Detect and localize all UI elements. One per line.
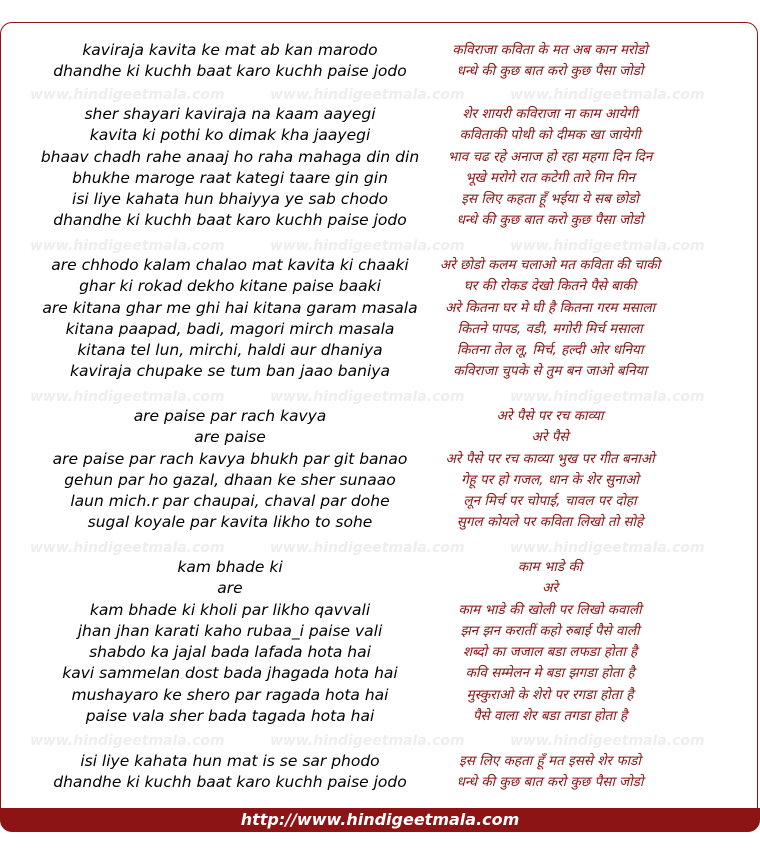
lyric-hindi: धन्धे की कुछ बात करो कुछ पैसा जोडो — [456, 774, 644, 791]
lyric-hindi: कविताकी पोथी को दीमक खा जायेगी — [459, 127, 641, 144]
lyric-hindi: मुस्कुराओ के शेरो पर रगडा होता है — [466, 686, 634, 703]
watermark-row — [0, 540, 760, 556]
lyric-line — [0, 210, 760, 231]
lyric-hindi: कविराजा चुपके से तुम बन जाओ बनिया — [453, 363, 647, 380]
watermark-text: www.hindigeetmala.com — [510, 87, 705, 103]
lyric-english: dhandhe ki kuchh baat karo kuchh paise jodo — [53, 211, 407, 230]
lyric-english: are — [217, 579, 243, 598]
lyric-hindi: अरे कितना घर मे घी है कितना गरम मसाला — [444, 299, 656, 316]
lyric-hindi: अरे पैसे — [531, 429, 569, 446]
lyric-english: kam bhade ki kholi par likho qavvali — [89, 600, 371, 619]
lyric-english: paise vala sher bada tagada hota hai — [85, 707, 375, 726]
watermark-text: www.hindigeetmala.com — [30, 238, 225, 254]
stanza — [0, 751, 760, 794]
lyric-hindi: कितना तेल लू, मिर्च, हल्दी ओर धनिया — [456, 342, 644, 359]
lyric-line — [0, 449, 760, 470]
lyric-hindi: भाव चढ रहे अनाज हो रहा महगा दिन दिन — [447, 148, 653, 165]
lyric-english: laun mich.r par chaupai, chaval par dohe — [70, 492, 390, 511]
lyric-english: kitana paapad, badi, magori mirch masala — [65, 319, 395, 338]
lyric-line — [0, 255, 760, 276]
watermark-text: www.hindigeetmala.com — [270, 389, 465, 405]
watermark-row — [0, 87, 760, 103]
watermark-text: www.hindigeetmala.com — [270, 540, 465, 556]
watermark-row — [0, 733, 760, 749]
lyric-english: kitana tel lun, mirchi, haldi aur dhaniya — [77, 341, 383, 360]
lyric-line — [0, 276, 760, 297]
lyric-hindi: कविराजा कविता के मत अब कान मरोडो — [452, 42, 648, 58]
lyric-line — [0, 642, 760, 663]
footer-bar — [0, 808, 760, 832]
lyric-line — [0, 512, 760, 533]
lyric-hindi: धन्धे की कुछ बात करो कुछ पैसा जोडो — [456, 63, 644, 80]
lyric-english: isi liye kahata hun mat is se sar phodo — [80, 752, 380, 770]
lyric-line — [0, 125, 760, 146]
lyric-hindi: सुगल कोयले पर कविता लिखो तो सोहे — [456, 514, 644, 531]
lyric-line — [0, 557, 760, 578]
lyric-english: gehun par ho gazal, dhaan ke sher sunaao — [64, 470, 396, 489]
lyric-line — [0, 104, 760, 125]
lyric-hindi: अरे पैसे पर रच काव्या भुख पर गीत बनाओ — [445, 450, 655, 467]
lyric-hindi: कितने पापड, वडी, मगोरी मिर्च मसाला — [457, 320, 643, 337]
watermark-text: www.hindigeetmala.com — [270, 87, 465, 103]
lyric-line — [0, 772, 760, 793]
lyric-line — [0, 298, 760, 319]
watermark-text: www.hindigeetmala.com — [30, 733, 225, 749]
lyric-line — [0, 470, 760, 491]
lyric-english: are paise par rach kavya bhukh par git banao — [52, 449, 408, 468]
lyric-hindi: धन्धे की कुछ बात करो कुछ पैसा जोडो — [456, 212, 644, 229]
lyric-hindi: पैसे वाला शेर बडा तगडा होता है — [472, 708, 628, 725]
lyric-hindi: भूखे मरोगे रात कटेगी तारे गिन गिन — [465, 169, 635, 186]
lyric-line — [0, 600, 760, 621]
lyric-line — [0, 406, 760, 427]
lyric-hindi: शेर शायरी कविराजा ना काम आयेगी — [462, 106, 638, 122]
lyric-english: kavi sammelan dost bada jhagada hota hai — [62, 664, 398, 683]
lyric-line — [0, 340, 760, 361]
watermark-row — [0, 389, 760, 405]
lyric-hindi: अरे पैसे पर रच काव्या — [496, 408, 604, 424]
lyric-english: kam bhade ki — [177, 558, 283, 576]
footer-url[interactable]: http://www.hindigeetmala.com — [240, 810, 520, 829]
lyric-english: jhan jhan karati kaho rubaa_i paise vali — [77, 621, 383, 640]
lyric-line — [0, 491, 760, 512]
lyric-hindi: इस लिए कहता हूँ भईया ये सब छोडो — [461, 191, 639, 208]
stanza — [0, 406, 760, 534]
lyric-line — [0, 61, 760, 82]
lyric-line — [0, 621, 760, 642]
lyric-hindi: कवि सम्मेलन मे बडा झगडा होता है — [465, 665, 635, 682]
lyric-english: sher shayari kaviraja na kaam aayegi — [84, 105, 376, 123]
lyric-english: mushayaro ke shero par ragada hota hai — [71, 685, 389, 704]
watermark-text: www.hindigeetmala.com — [510, 238, 705, 254]
watermark-row — [0, 238, 760, 254]
lyric-line — [0, 40, 760, 61]
lyric-english: are chhodo kalam chalao mat kavita ki chaaki — [51, 256, 409, 274]
lyric-hindi: घर की रोकड देखो कितने पैसे बाकी — [463, 278, 637, 295]
lyric-english: bhukhe maroge raat kategi taare gin gin — [72, 168, 388, 187]
lyric-english: kaviraja kavita ke mat ab kan marodo — [82, 41, 378, 59]
lyric-hindi: काम भाडे की खोली पर लिखो कवाली — [458, 601, 642, 618]
lyric-line — [0, 147, 760, 168]
lyric-line — [0, 751, 760, 772]
lyric-line — [0, 706, 760, 727]
lyric-hindi: अरे — [542, 580, 558, 597]
lyric-english: dhandhe ki kuchh baat karo kuchh paise jodo — [53, 773, 407, 792]
lyric-hindi: अरे छोडो कलम चलाओ मत कविता की चाकी — [439, 257, 661, 273]
watermark-text: www.hindigeetmala.com — [270, 733, 465, 749]
lyric-english: are paise — [194, 428, 266, 447]
watermark-text: www.hindigeetmala.com — [510, 540, 705, 556]
lyric-english: sugal koyale par kavita likho to sohe — [87, 513, 373, 532]
lyric-line — [0, 319, 760, 340]
stanza — [0, 557, 760, 727]
lyric-line — [0, 685, 760, 706]
watermark-text: www.hindigeetmala.com — [510, 389, 705, 405]
stanza — [0, 40, 760, 83]
lyric-hindi: काम भाडे की — [517, 559, 583, 575]
lyric-hindi: गेहू पर हो गजल, धान के शेर सुनाओ — [460, 471, 639, 488]
lyric-line — [0, 189, 760, 210]
lyric-english: are kitana ghar me ghi hai kitana garam masala — [42, 298, 418, 317]
lyric-english: ghar ki rokad dekho kitane paise baaki — [79, 277, 381, 296]
lyric-hindi: झन झन करातीं कहो रुबाई पैसे वाली — [460, 622, 640, 639]
lyric-hindi: लून मिर्च पर चोपाई, चावल पर दोहा — [463, 493, 637, 510]
lyric-line — [0, 361, 760, 382]
watermark-text: www.hindigeetmala.com — [270, 238, 465, 254]
lyric-english: isi liye kahata hun bhaiyya ye sab chodo — [72, 190, 388, 209]
lyric-hindi: इस लिए कहता हूँ मत इससे शेर फाडो — [459, 753, 641, 769]
lyric-english: are paise par rach kavya — [133, 407, 327, 425]
watermark-text: www.hindigeetmala.com — [30, 389, 225, 405]
lyric-hindi: शब्दो का जजाल बडा लफडा होता है — [462, 644, 638, 661]
lyric-line — [0, 663, 760, 684]
lyric-english: kaviraja chupake se tum ban jaao baniya — [70, 362, 390, 381]
lyric-english: dhandhe ki kuchh baat karo kuchh paise jodo — [53, 62, 407, 81]
watermark-text: www.hindigeetmala.com — [510, 733, 705, 749]
lyric-english: bhaav chadh rahe anaaj ho raha mahaga din din — [40, 147, 420, 166]
watermark-text: www.hindigeetmala.com — [30, 87, 225, 103]
lyric-english: kavita ki pothi ko dimak kha jaayegi — [89, 126, 371, 145]
watermark-text: www.hindigeetmala.com — [30, 540, 225, 556]
lyric-english: shabdo ka jajal bada lafada hota hai — [89, 643, 371, 662]
lyric-line — [0, 168, 760, 189]
stanza — [0, 255, 760, 383]
lyric-line — [0, 578, 760, 599]
lyric-line — [0, 427, 760, 448]
stanza — [0, 104, 760, 232]
